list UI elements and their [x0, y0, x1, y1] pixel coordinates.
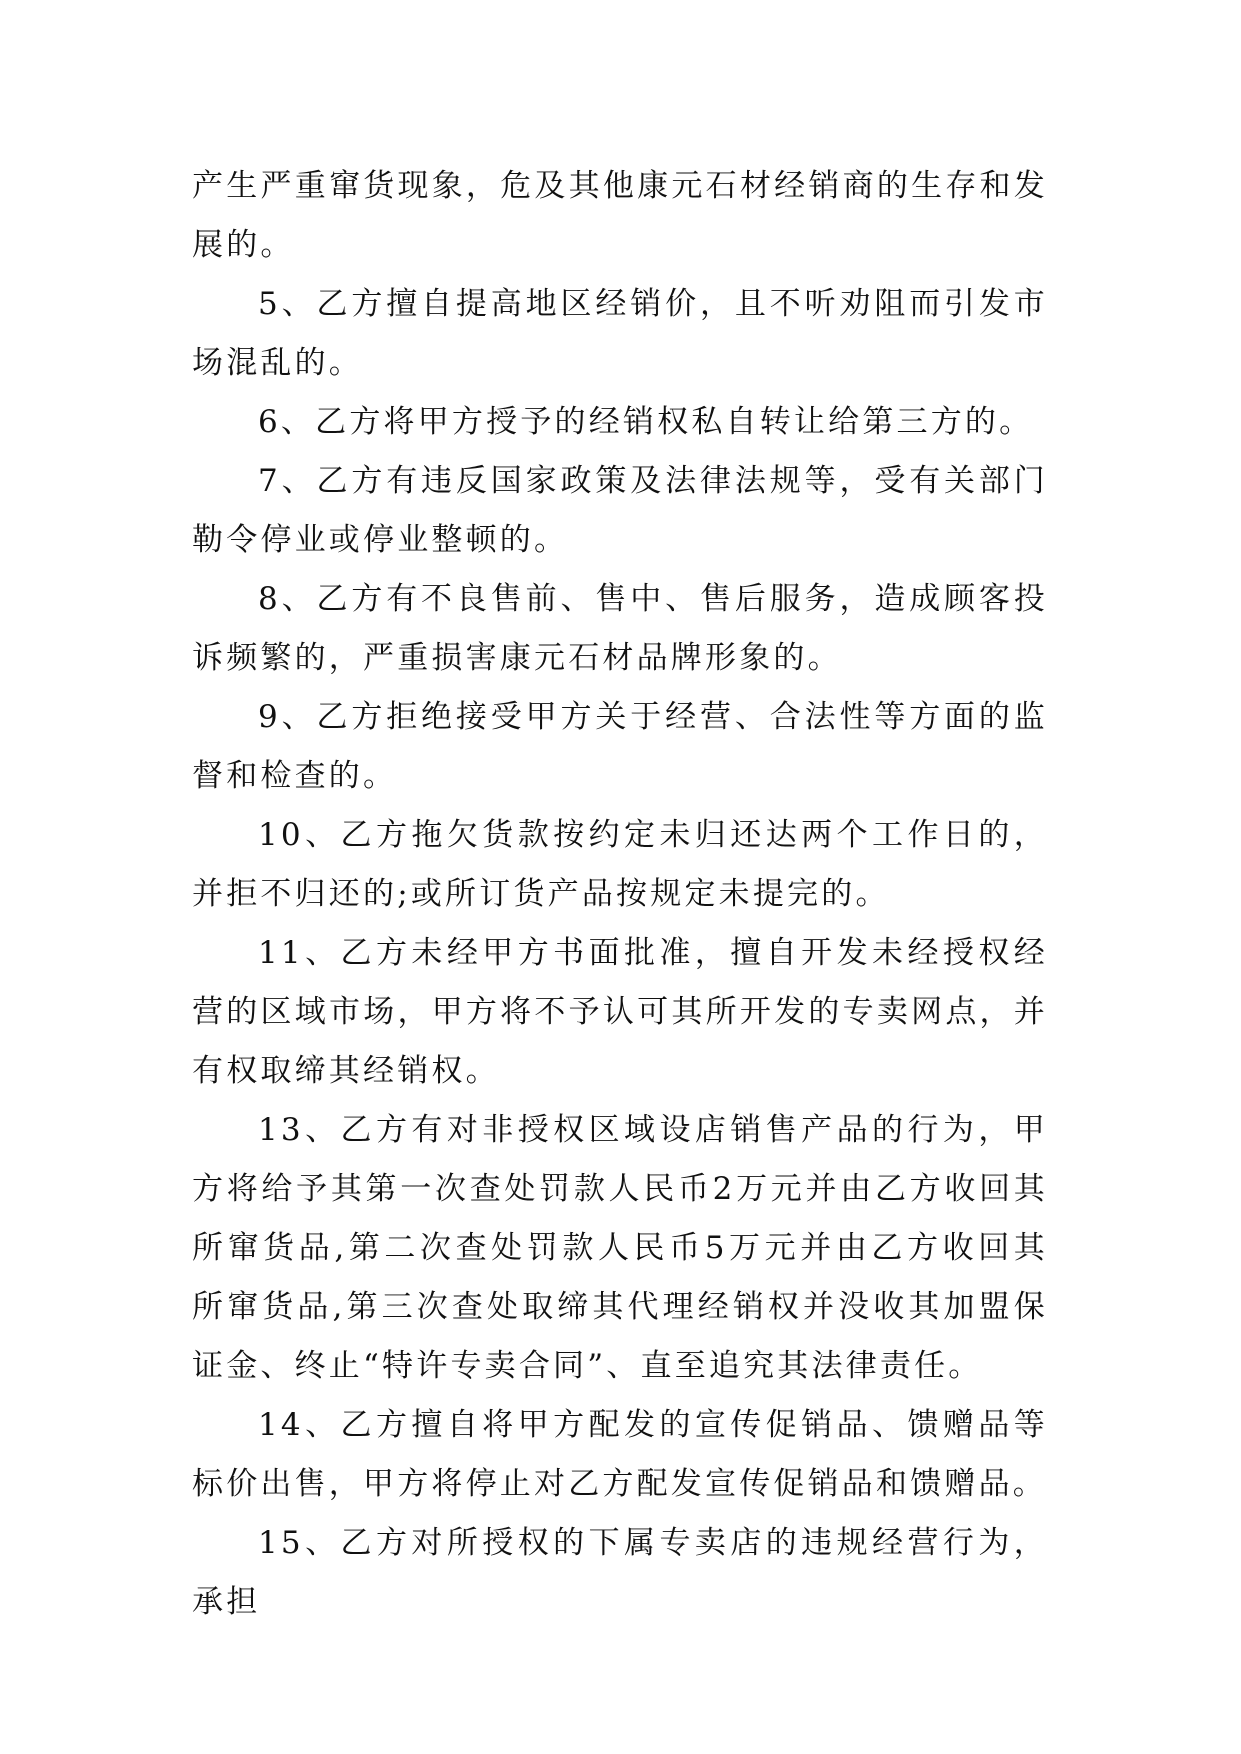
paragraph-continued: 产生严重窜货现象，危及其他康元石材经销商的生存和发展的。 [192, 168, 1048, 263]
paragraph-item-14: 14、乙方擅自将甲方配发的宣传促销品、馈赠品等标价出售，甲方将停止对乙方配发宣传促销品和馈赠品。 [192, 1407, 1048, 1502]
paragraph-item-10: 10、乙方拖欠货款按约定未归还达两个工作日的，并拒不归还的;或所订货产品按规定未提完的。 [192, 817, 1048, 912]
paragraph-item-5: 5、乙方擅自提高地区经销价，且不听劝阻而引发市场混乱的。 [192, 286, 1048, 381]
paragraph-item-11: 11、乙方未经甲方书面批准，擅自开发未经授权经营的区域市场，甲方将不予认可其所开发的专卖网点，并有权取缔其经销权。 [192, 935, 1048, 1089]
paragraph-item-13: 13、乙方有对非授权区域设店销售产品的行为，甲方将给予其第一次查处罚款人民币2万元并由乙方收回其所窜货品,第二次查处罚款人民币5万元并由乙方收回其所窜货品,第三次查处取缔其代理经销权并没收其加盟保证金、终止“特许专卖合同”、直至追究其法律责任。 [192, 1112, 1048, 1384]
paragraph-item-8: 8、乙方有不良售前、售中、售后服务，造成顾客投诉频繁的，严重损害康元石材品牌形象的。 [192, 581, 1048, 676]
document-body [192, 157, 1048, 1632]
paragraph-item-15: 15、乙方对所授权的下属专卖店的违规经营行为，承担 [192, 1525, 1048, 1620]
paragraph-item-9: 9、乙方拒绝接受甲方关于经营、合法性等方面的监督和检查的。 [192, 699, 1048, 794]
paragraph-item-6: 6、乙方将甲方授予的经销权私自转让给第三方的。 [258, 404, 1034, 440]
paragraph-item-7: 7、乙方有违反国家政策及法律法规等，受有关部门勒令停业或停业整顿的。 [192, 463, 1048, 558]
